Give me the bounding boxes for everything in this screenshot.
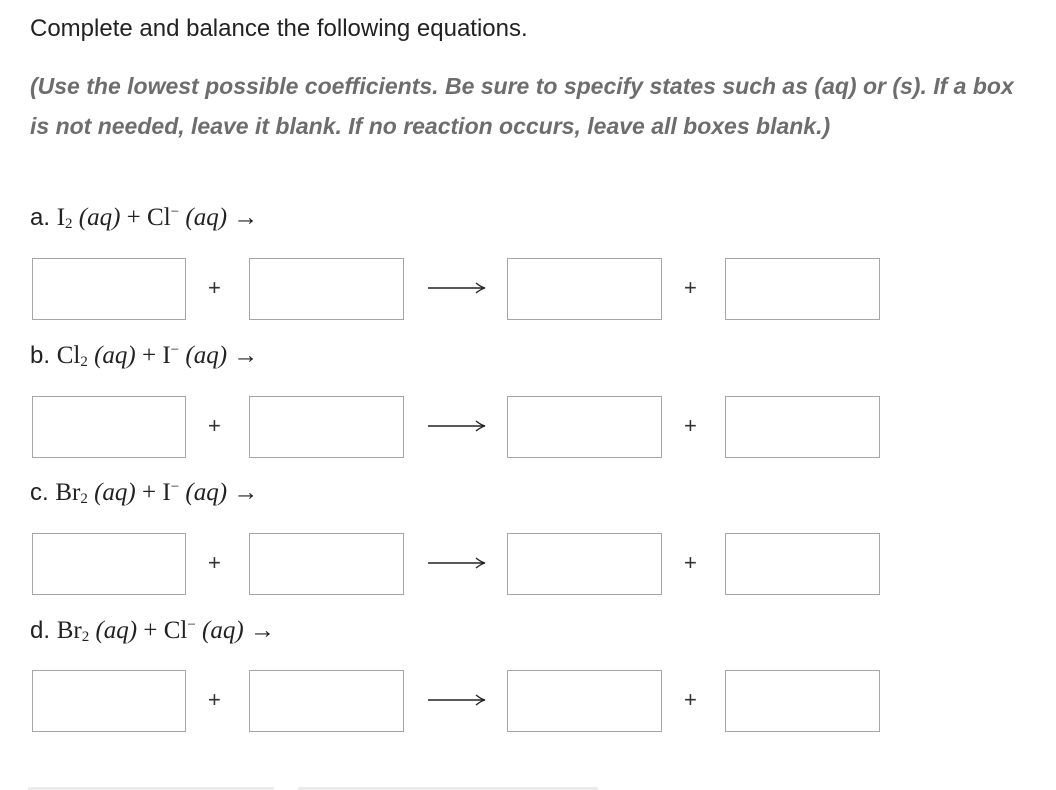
- product-box-1[interactable]: [32, 396, 186, 458]
- answer-row-d: [0, 670, 1056, 732]
- reaction-arrow: →: [233, 479, 259, 506]
- reactant-1-subscript: 2: [81, 629, 90, 645]
- product-box-1[interactable]: [32, 533, 186, 595]
- product-box-1[interactable]: [32, 258, 186, 320]
- equation-letter: c.: [30, 479, 49, 506]
- reaction-arrow-icon: [426, 692, 488, 708]
- page-title: Complete and balance the following equations.: [30, 15, 528, 42]
- plus-sign: +: [142, 479, 157, 506]
- product-box-2[interactable]: [249, 258, 404, 320]
- reactant-1-subscript: 2: [65, 216, 73, 232]
- answer-row-a: [0, 258, 1056, 320]
- reactant-1: I: [56, 204, 66, 231]
- plus-sign: +: [684, 687, 697, 712]
- product-box-3[interactable]: [507, 533, 662, 595]
- plus-sign: +: [141, 342, 157, 369]
- reactant-2-state: (aq): [185, 204, 228, 231]
- equation-letter: d.: [30, 617, 51, 644]
- product-box-1[interactable]: [32, 670, 186, 732]
- reaction-arrow-icon: [426, 418, 488, 434]
- plus-sign: +: [684, 275, 697, 300]
- reactant-2-state: (aq): [202, 617, 244, 644]
- equation-a-label: [30, 203, 258, 233]
- reaction-arrow-icon: [426, 555, 488, 571]
- equation-letter: a.: [30, 204, 51, 231]
- plus-sign: +: [684, 550, 697, 575]
- equation-d-label: [30, 616, 275, 646]
- plus-sign: +: [208, 275, 221, 300]
- reactant-1: Br: [55, 479, 81, 506]
- reactant-2: Cl: [147, 204, 171, 231]
- product-box-4[interactable]: [725, 533, 880, 595]
- plus-sign: +: [208, 550, 221, 575]
- equation-b-label: [30, 341, 258, 371]
- plus-sign: +: [208, 413, 221, 438]
- equation-c-label: [30, 478, 258, 508]
- reactant-2-charge: −: [170, 342, 180, 358]
- reactant-1-state: (aq): [94, 342, 136, 369]
- equation-letter: b.: [30, 342, 51, 369]
- reactant-2-charge: −: [170, 204, 180, 220]
- reactant-1: Br: [56, 617, 82, 644]
- plus-sign: +: [684, 413, 697, 438]
- product-box-3[interactable]: [507, 670, 662, 732]
- product-box-2[interactable]: [249, 533, 404, 595]
- reactant-2: I: [162, 342, 171, 369]
- reactant-2: Cl: [163, 617, 188, 644]
- reactant-2-charge: −: [170, 479, 180, 495]
- product-box-2[interactable]: [249, 396, 404, 458]
- product-box-3[interactable]: [507, 258, 662, 320]
- reactant-1-subscript: 2: [80, 354, 88, 370]
- reactant-2-charge: −: [187, 617, 196, 633]
- plus-sign: +: [208, 687, 221, 712]
- reactant-1-subscript: 2: [80, 491, 88, 507]
- reactant-2-state: (aq): [185, 479, 228, 506]
- reaction-arrow: →: [249, 617, 275, 644]
- reactant-1-state: (aq): [78, 204, 121, 231]
- product-box-2[interactable]: [249, 670, 404, 732]
- answer-row-c: [0, 533, 1056, 595]
- instructions-text: (Use the lowest possible coefficients. Be sure to specify states such as (aq) or (s). If a box is not needed, leave it blank. If no reaction occurs, leave all boxes blank.): [30, 73, 1014, 139]
- product-box-4[interactable]: [725, 396, 880, 458]
- reaction-arrow: →: [233, 204, 259, 231]
- plus-sign: +: [126, 204, 141, 231]
- product-box-4[interactable]: [725, 670, 880, 732]
- reactant-1-state: (aq): [94, 479, 136, 506]
- reaction-arrow: →: [233, 342, 259, 369]
- product-box-3[interactable]: [507, 396, 662, 458]
- plus-sign: +: [143, 617, 158, 644]
- reactant-1-state: (aq): [95, 617, 138, 644]
- product-box-4[interactable]: [725, 258, 880, 320]
- reactant-1: Cl: [56, 342, 81, 369]
- reaction-arrow-icon: [426, 280, 488, 296]
- answer-row-b: [0, 396, 1056, 458]
- reactant-2-state: (aq): [185, 342, 228, 369]
- reactant-2: I: [162, 479, 171, 506]
